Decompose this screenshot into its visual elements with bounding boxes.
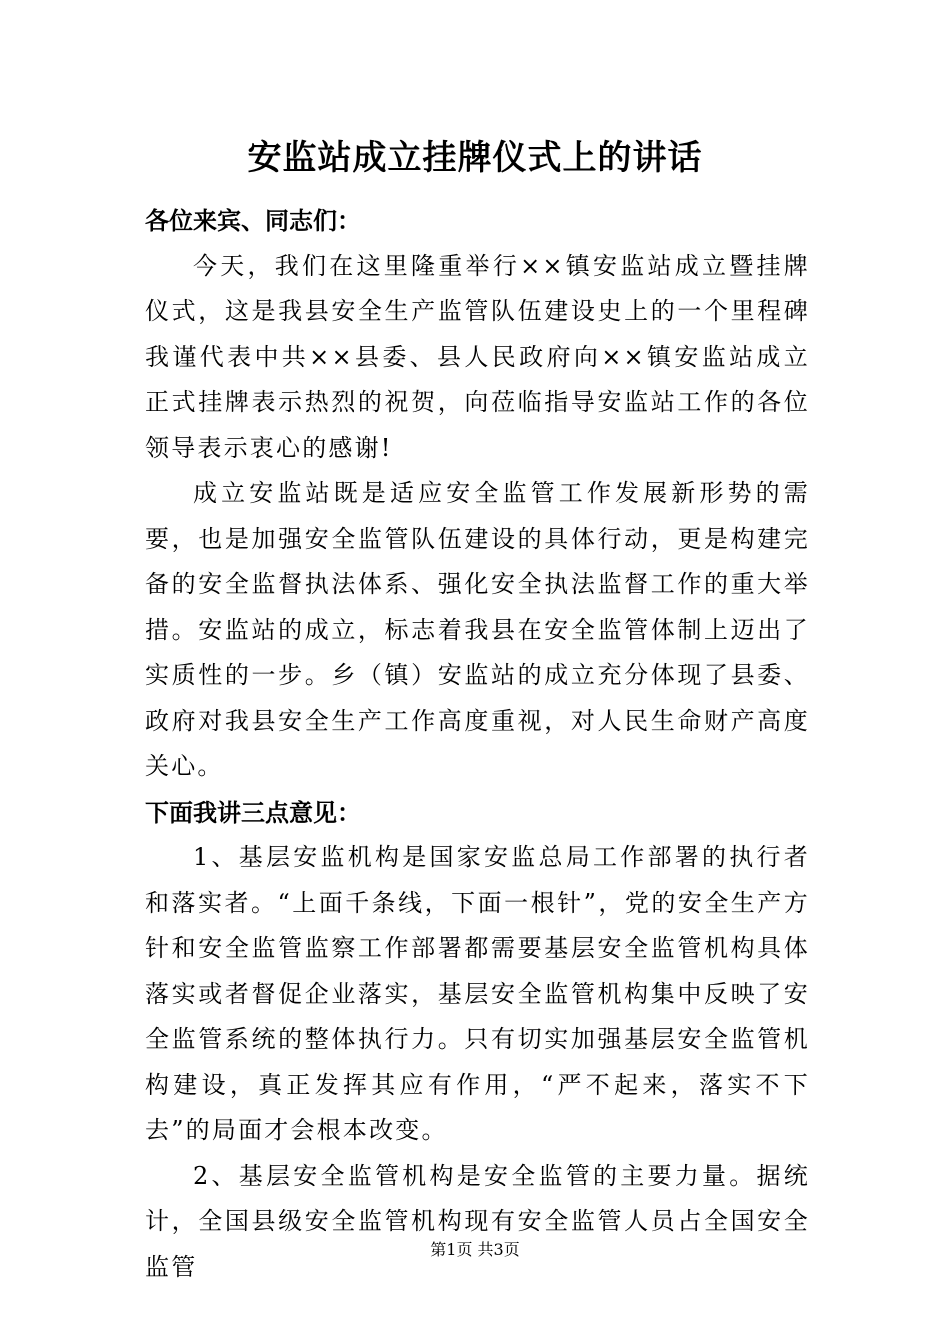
paragraph: 今天，我们在这里隆重举行××镇安监站成立暨挂牌仪式，这是我县安全生产监管队伍建设史上的一个里程碑我谨代表中共××县委、县人民政府向××镇安监站成立正式挂牌表示热烈的祝贺，向莅临指导安监站工作的各位领导表示衷心的感谢! — [145, 251, 810, 462]
paragraph: 1、基层安监机构是国家安监总局工作部署的执行者和落实者。“上面千条线，下面一根针”，党的安全生产方针和安全监管监察工作部署都需要基层安全监管机构具体落实或者督促企业落实，基层安全监管机构集中反映了安全监管系统的整体执行力。只有切实加强基层安全监管机构建设，真正发挥其应有作用，“严不起来，落实不下去”的局面才会根本改变。 — [145, 843, 810, 1144]
subheading: 下面我讲三点意见： — [145, 797, 361, 827]
paragraph: 2、基层安全监管机构是安全监管的主要力量。据统计，全国县级安全监管机构现有安全监管人员占全国安全监管 — [145, 1161, 810, 1281]
document-body — [145, 198, 810, 1290]
greeting: 各位来宾、同志们： — [145, 206, 361, 235]
paragraph: 成立安监站既是适应安全监管工作发展新形势的需要，也是加强安全监管队伍建设的具体行动，更是构建完备的安全监督执法体系、强化安全执法监督工作的重大举措。安监站的成立，标志着我县在安全监管体制上迈出了实质性的一步。乡（镇）安监站的成立充分体现了县委、政府对我县安全生产工作高度重视，对人民生命财产高度关心。 — [145, 479, 810, 780]
document-title: 安监站成立挂牌仪式上的讲话 — [247, 138, 703, 178]
page-footer: 第1页 共3页 — [430, 1240, 520, 1259]
